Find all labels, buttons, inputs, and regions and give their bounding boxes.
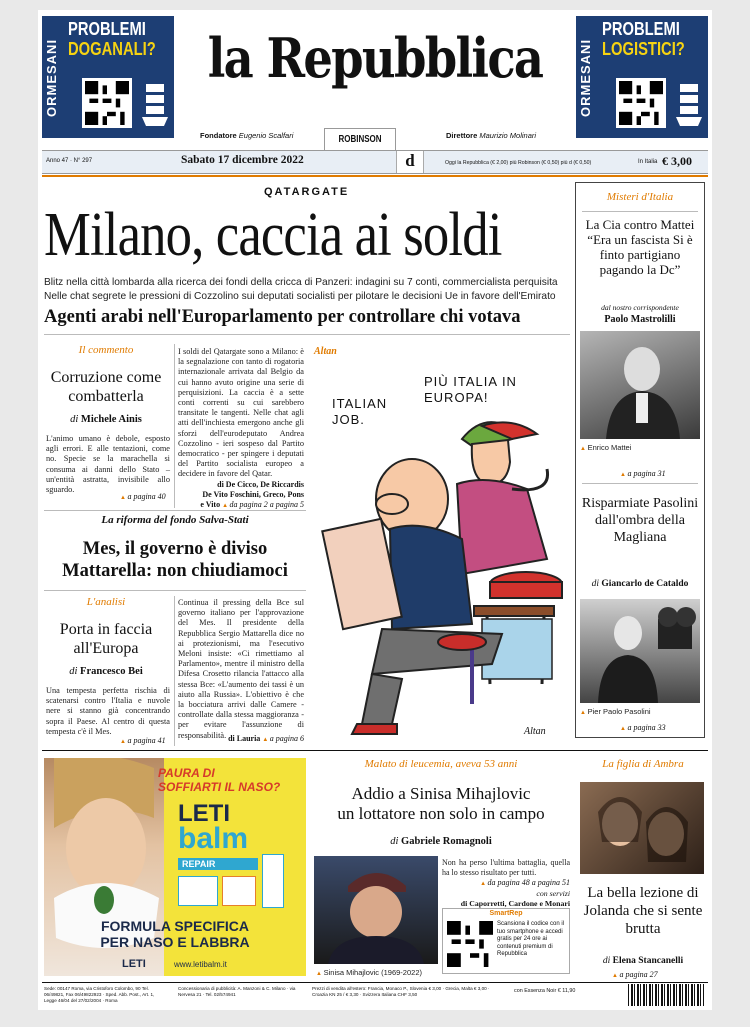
mihajlovic-headline[interactable] (312, 784, 570, 824)
ad-brand: ORMESANI (578, 38, 593, 118)
mihajlovic-headline-1: Addio a Sinisa Mihajlovic (351, 784, 531, 803)
mes-body: Continua il pressing della Bce sul governo italiano per l'approvazione del Mes. Il presidente della Repubblica Sergio Mattarella dice no ai protezionismi, ma l'esecutivo Meloni insiste: «Ci rimettiamo al Parlamento», mentre il ministro della Difesa Crosetto rilancia l'attacco alla stessa Bce: «L'aumento dei tassi è un aiuto alla Russia». L'obiettivo è che la bocciatura arrivi dalle Camere - controllate dalla stessa maggioranza - per evitare l'assunzione di responsabilità. (178, 598, 304, 740)
mattei-caption: ▲ Enrico Mattei (580, 443, 631, 452)
ad-brand: LETI (178, 800, 230, 827)
qr-code-icon (616, 78, 666, 128)
price: € 3,00 (662, 154, 692, 168)
sidebar-kicker: Misteri d'Italia (606, 191, 674, 203)
issue-date: Sabato 17 dicembre 2022 (181, 154, 304, 166)
ad-line-2: DOGANALI? (68, 39, 156, 59)
ad-product-variant: REPAIR (178, 858, 258, 870)
analysis-author: Francesco Bei (80, 666, 143, 677)
footer-col-2: Concessionaria di pubblicità: A. Manzoni & C. Milano · via Nervesa 21 · Tel. 02/574941 (178, 986, 296, 997)
mihajlovic-photo[interactable] (314, 856, 438, 964)
service-authors: di Caporretti, Cardone e Monari (460, 899, 570, 908)
altan-cartoon[interactable] (312, 344, 570, 748)
pasolini-page-ref[interactable]: ▲ a pagina 33 (620, 723, 666, 732)
cartoon-signature: Altan (524, 726, 546, 737)
ad-footer-brand: LETI (122, 958, 146, 970)
barcode-icon (628, 984, 704, 1006)
ad-line-1: PAURA DI (158, 766, 215, 780)
date-bar (42, 150, 708, 174)
comment-byline (46, 414, 166, 425)
divider (44, 590, 306, 591)
mattei-headline[interactable]: La Cia contro Mattei “Era un fascista Si è finto partigiano pagando la Dc” (585, 217, 695, 277)
mihajlovic-headline-2: un lottatore non solo in campo (337, 804, 545, 823)
mattei-page-ref[interactable]: ▲ a pagina 31 (620, 469, 666, 478)
robinson-logo[interactable] (324, 128, 396, 152)
ad-ormesani-logistics[interactable] (576, 16, 708, 138)
divider (582, 211, 698, 212)
ad-claim (44, 918, 306, 950)
d-logo[interactable]: d (396, 151, 424, 173)
ambra-kicker: La figlia di Ambra (602, 758, 684, 770)
comment-kicker: Il commento (78, 344, 134, 356)
smartrep-text: Scansiona il codice con il tuo smartphone e accedi gratis per 24 ore ai contenuti premium di Repubblica (497, 921, 565, 957)
issue-number: Anno 47 · N° 297 (46, 158, 93, 164)
mes-headline[interactable] (44, 538, 306, 582)
founder-label: Fondatore (200, 131, 237, 140)
ambra-author: Elena Stancanelli (612, 956, 684, 966)
mes-author: di Lauria (228, 734, 261, 743)
lead-authors (178, 480, 304, 511)
sidebar-box (575, 182, 705, 738)
mes-headline-2: Mattarella: non chiudiamoci (62, 561, 288, 581)
ad-claim-1: FORMULA SPECIFICA (100, 918, 250, 934)
ad-leti-balm[interactable] (44, 758, 306, 976)
comment-page-ref[interactable]: ▲ a pagina 40 (120, 492, 166, 501)
ship-icon (142, 80, 168, 126)
analysis-headline[interactable]: Porta in faccia all'Europa (59, 621, 153, 657)
by-label: di (602, 956, 611, 966)
orange-rule (42, 175, 708, 177)
lead-subheadline-1: Blitz nella città lombarda alla ricerca dei fondi della cricca di Panzeri: indagini su 7 conti, commercialista perquisita (44, 277, 558, 288)
correspondent-note: dal nostro corrispondente (601, 303, 679, 312)
by-label: di (591, 579, 599, 589)
ad-ormesani-customs[interactable] (42, 16, 174, 138)
director-label: Direttore (446, 131, 478, 140)
comment-headline[interactable]: Corruzione come combatterla (50, 369, 162, 405)
by-label: di (69, 666, 78, 677)
mes-page-ref[interactable]: ▲ a pagina 6 (262, 734, 304, 743)
by-label: di (390, 836, 399, 847)
mihajlovic-page-ref[interactable]: ▲ da pagina 48 a pagina 51 (442, 878, 570, 889)
mihajlovic-author: Gabriele Romagnoli (401, 836, 492, 847)
founder (200, 131, 293, 140)
analysis-byline (46, 666, 166, 677)
comment-author: Michele Ainis (80, 414, 142, 425)
cartoon-bubble-woman: PIÙ ITALIA IN EUROPA! (424, 374, 517, 405)
founder-name: Eugenio Scalfari (238, 131, 294, 140)
ambra-headline[interactable]: La bella lezione di Jolanda che si sente brutta (583, 885, 703, 937)
ambra-photo[interactable] (580, 782, 704, 874)
services-label: con servizi (536, 889, 570, 898)
analysis-kicker: L'analisi (86, 596, 126, 608)
divider (174, 596, 175, 746)
smartrep-title: SmartRep (489, 910, 523, 917)
divider (582, 483, 698, 484)
ad-claim-2: PER NASO E LABBRA (100, 934, 250, 950)
enrico-mattei-photo[interactable] (580, 331, 700, 439)
ambra-byline (578, 956, 708, 966)
by-label: di (70, 414, 79, 425)
mihajlovic-byline (312, 836, 570, 847)
ad-product-tube (262, 854, 284, 908)
divider (44, 510, 306, 511)
lead-second-headline[interactable]: Agenti arabi nell'Europarlamento per controllare chi votava (44, 307, 521, 327)
footer-col-3: Prezzi di vendita all'estero: Francia, Monaco P., Slovenia € 3,00 · Grecia, Malta € 3,00 · Croazia KN 25 / € 3,30 · Svizzera Italiana CHF 3,50 (312, 986, 490, 997)
analysis-page-ref[interactable]: ▲ a pagina 41 (120, 736, 166, 745)
ambra-page-ref[interactable]: ▲ a pagina 27 (612, 970, 658, 979)
footer-col-1: Sede: 00147 Roma, via Cristoforo Colombo, 90 Tel. 06/49821, Fax 06/49822923 · Sped. Abb. Post., Art. 1, Legge 46/04 del 27/02/2004 · Roma (44, 986, 155, 1003)
director (446, 131, 536, 140)
divider (174, 344, 175, 508)
smartrep-box[interactable] (442, 908, 570, 974)
analysis-body: Una tempesta perfetta rischia di scatenarsi contro l'Italia e nuvole nere si stanno già concentrando sopra il Paese. Al centro di questa tempesta c'è il Mes. (46, 686, 170, 736)
pasolini-byline (580, 579, 700, 589)
newspaper-front-page (38, 10, 712, 1010)
ship-icon (676, 80, 702, 126)
footer-col-4: con Essenza Noir € 11,90 (514, 988, 576, 994)
mihajlovic-kicker: Malato di leucemia, aveva 53 anni (364, 758, 518, 770)
cartoon-drawing (312, 344, 570, 748)
ad-line-2: SOFFIARTI IL NASO? (158, 780, 281, 794)
mihajlovic-refs (442, 878, 570, 909)
mes-headline-1: Mes, il governo è diviso (82, 539, 268, 559)
pasolini-headline[interactable]: Risparmiate Pasolini dall'ombra della Magliana (581, 496, 699, 545)
lead-authors-3: e Vito (200, 500, 221, 509)
cartoon-bubble-man: ITALIAN JOB. (332, 396, 388, 427)
mes-author-line (178, 734, 304, 743)
price-offer: Oggi la Repubblica (€ 2,00) più Robinson (€ 0,50) più d (€ 0,50) (445, 160, 592, 166)
ad-brand: ORMESANI (44, 38, 59, 118)
pasolini-author: Giancarlo de Cataldo (601, 579, 689, 589)
mihajlovic-body: Non ha perso l'ultima battaglia, quella ha lo stesso risultato per tutti. (442, 858, 570, 878)
lead-headline[interactable]: Milano, caccia ai soldi (44, 201, 502, 269)
ad-product: balm (178, 822, 249, 855)
lead-authors-1: di De Cicco, De Riccardis (217, 480, 304, 489)
lead-kicker: QATARGATE (264, 186, 350, 198)
mes-kicker: La riforma del fondo Salva-Stati (101, 514, 249, 526)
pasolini-photo[interactable] (580, 599, 700, 703)
director-name: Maurizio Molinari (479, 131, 537, 140)
mattei-author: Paolo Mastrolilli (604, 314, 676, 325)
lead-authors-2: De Vito Foschini, Greco, Pons (202, 490, 304, 499)
ad-line-2: LOGISTICI? (602, 39, 685, 59)
italy-label: In Italia (638, 159, 658, 165)
lead-page-ref[interactable]: ▲ da pagina 2 a pagina 5 (222, 500, 304, 509)
lead-subheadline-2: Nelle chat segrete le pressioni di Cozzolino sui deputati socialisti per pilotare le decisioni Ue in favore dell'Emirato (44, 291, 556, 302)
lead-body: I soldi del Qatargate sono a Milano: è la segnalazione con tanto di rogatoria internazionale arrivata dal Belgio da cui hanno avuto origine una serie di perquisizioni. La caccia è a sette conti correnti su cui sarebbero transitate le tangenti. Nelle chat agli atti dell'inchiesta emergono anche gli sforzi dell'eurodeputato Andrea Cozzolino - ieri sospeso dal Partito democratico - per spingere i deputati del Partito socialista europeo a decidere in favore del Qatar. (178, 347, 304, 479)
comment-body: L'animo umano è debole, esposto agli errori. E alle tentazioni, come no. Specie se la marachella si consuma ai danni dello Stato – un'entità astratta, invisibile allo sguardo. (46, 434, 170, 495)
ad-product-jar (178, 876, 218, 906)
divider (42, 982, 708, 983)
masthead[interactable]: la Repubblica (207, 26, 543, 90)
robinson-label: ROBINSON (338, 134, 382, 145)
qr-code-icon (447, 921, 493, 967)
ad-footer-site: www.letibalm.it (174, 960, 227, 969)
qr-code-icon (82, 78, 132, 128)
divider (44, 334, 570, 335)
mihajlovic-caption: ▲ Sinisa Mihajlovic (1969-2022) (316, 968, 422, 977)
ad-line-1: PROBLEMI (68, 19, 146, 39)
cartoon-label: Altan (314, 346, 337, 357)
pasolini-caption: ▲ Pier Paolo Pasolini (580, 707, 651, 716)
ad-product-jar (222, 876, 256, 906)
ad-line-1: PROBLEMI (602, 19, 680, 39)
divider (42, 750, 708, 751)
